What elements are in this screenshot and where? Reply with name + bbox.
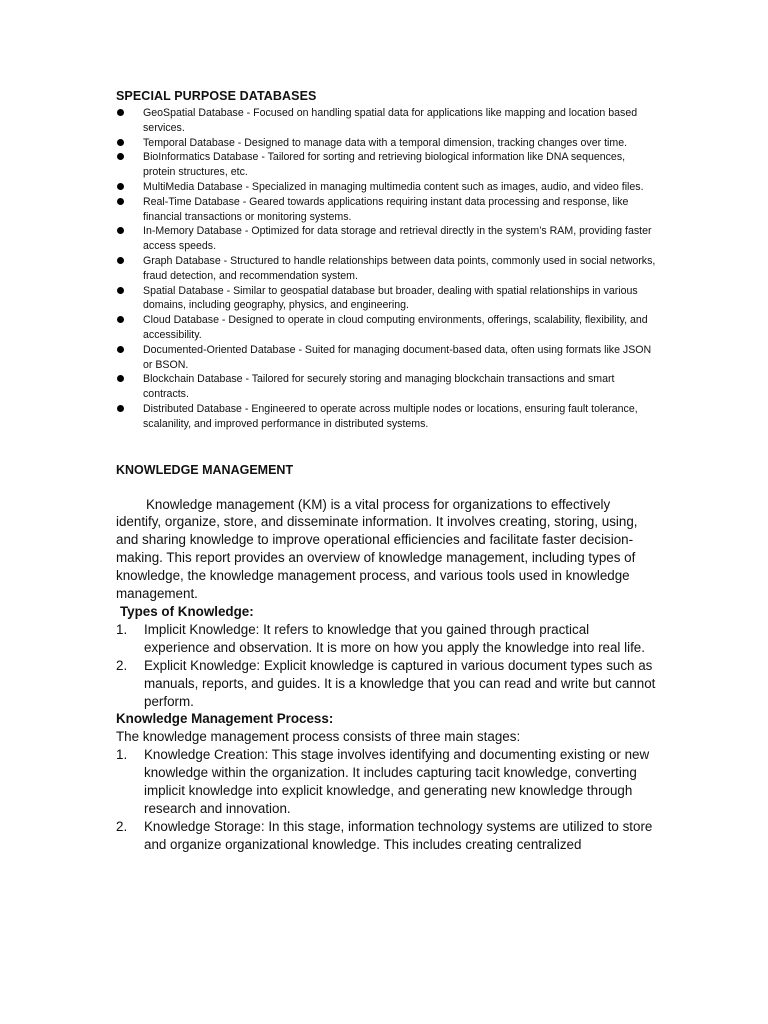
process-intro: The knowledge management process consists of three main stages: bbox=[116, 729, 521, 745]
knowledge-management-heading: KNOWLEDGE MANAGEMENT bbox=[116, 462, 294, 477]
bullet-icon bbox=[117, 287, 124, 294]
bullet-icon bbox=[117, 316, 124, 323]
list-item: Cloud Database - Designed to operate in cloud computing environments, offerings, scalability, flexibility, and accessibility. bbox=[116, 313, 656, 343]
bullet-icon bbox=[117, 375, 124, 382]
types-list bbox=[116, 621, 656, 711]
list-item: Documented-Oriented Database - Suited for managing document-based data, often using formats like JSON or BSON. bbox=[116, 343, 656, 373]
stages-list bbox=[116, 746, 656, 853]
list-item: Real-Time Database - Geared towards applications requiring instant data processing and response, like financial transactions or monitoring systems. bbox=[116, 195, 656, 225]
list-item: MultiMedia Database - Specialized in managing multimedia content such as images, audio, and video files. bbox=[116, 180, 656, 195]
list-item: Distributed Database - Engineered to operate across multiple nodes or locations, ensuring fault tolerance, scalanility, and improved performance in distributed systems. bbox=[116, 402, 656, 432]
bullet-icon bbox=[117, 198, 124, 205]
bullet-icon bbox=[117, 153, 124, 160]
knowledge-management-body bbox=[116, 496, 656, 854]
list-item: 1. Implicit Knowledge: It refers to knowledge that you gained through practical experience and observation. It is more on how you apply the knowledge into real life. bbox=[116, 621, 645, 655]
bullet-icon bbox=[117, 109, 124, 116]
list-item: Graph Database - Structured to handle relationships between data points, commonly used in social networks, fraud detection, and recommendation system. bbox=[116, 254, 656, 284]
list-item: Spatial Database - Similar to geospatial database but broader, dealing with spatial relationships in various domains, including geography, physics, and engineering. bbox=[116, 284, 656, 314]
process-heading: Knowledge Management Process: bbox=[116, 711, 334, 727]
bullet-icon bbox=[117, 227, 124, 234]
special-purpose-heading: SPECIAL PURPOSE DATABASES bbox=[116, 89, 317, 103]
document-page bbox=[116, 88, 656, 854]
list-item: Temporal Database - Designed to manage data with a temporal dimension, tracking changes over time. bbox=[116, 136, 656, 151]
list-item: 2. Knowledge Storage: In this stage, information technology systems are utilized to store and organize organizational knowledge. This includes creating centralized bbox=[116, 818, 653, 852]
intro-paragraph: Knowledge management (KM) is a vital process for organizations to effectively identify, organize, store, and disseminate information. It involves creating, storing, using, and sharing knowledge to improve operational efficiencies and facilitate faster decision-making. This report provides an overview of knowledge management, including types of knowledge, the knowledge management process, and various tools used in knowledge management. bbox=[116, 496, 638, 602]
bullet-icon bbox=[117, 183, 124, 190]
list-item: 1. Knowledge Creation: This stage involves identifying and documenting existing or new knowledge within the organization. It includes capturing tacit knowledge, converting implicit knowledge into explicit knowledge, and generating new knowledge through research and innovation. bbox=[116, 747, 650, 816]
bullet-icon bbox=[117, 405, 124, 412]
list-item: Blockchain Database - Tailored for securely storing and managing blockchain transactions and smart contracts. bbox=[116, 372, 656, 402]
types-heading: Types of Knowledge: bbox=[120, 603, 254, 619]
list-item: GeoSpatial Database - Focused on handling spatial data for applications like mapping and location based services. bbox=[116, 106, 656, 136]
bullet-icon bbox=[117, 346, 124, 353]
bullet-icon bbox=[117, 139, 124, 146]
list-item: BioInformatics Database - Tailored for sorting and retrieving biological information like DNA sequences, protein structures, etc. bbox=[116, 150, 656, 180]
bullet-icon bbox=[117, 257, 124, 264]
special-purpose-list bbox=[116, 106, 656, 432]
list-item: 2. Explicit Knowledge: Explicit knowledge is captured in various document types such as manuals, reports, and guides. It is a knowledge that you can read and write but cannot perform. bbox=[116, 657, 656, 709]
list-item: In-Memory Database - Optimized for data storage and retrieval directly in the system’s RAM, providing faster access speeds. bbox=[116, 224, 656, 254]
